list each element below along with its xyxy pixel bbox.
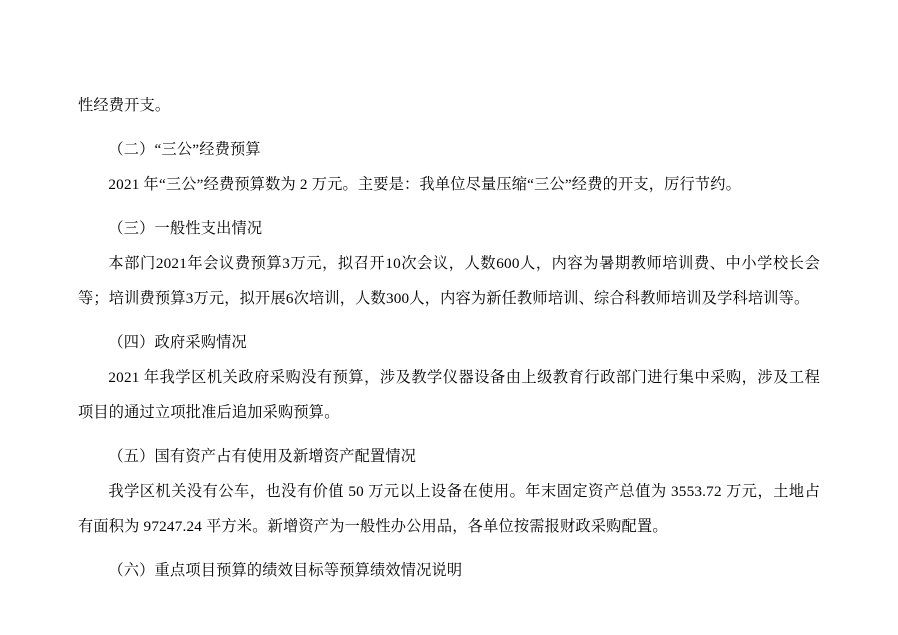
- paragraph-section-5: 我学区机关没有公车，也没有价值 50 万元以上设备在使用。年末固定资产总值为 3553.72 万元，土地占有面积为 97247.24 平方米。新增资产为一般性办公用品，各单位按需报财政采购配置。: [78, 483, 820, 535]
- heading-section-5: （五）国有资产占有使用及新增资产配置情况: [108, 448, 417, 465]
- spacer: [78, 123, 820, 132]
- paragraph-section-4: 2021 年我学区机关政府采购没有预算，涉及教学仪器设备由上级教育行政部门进行集中采购，涉及工程项目的通过立项批准后追加采购预算。: [78, 369, 820, 421]
- heading-section-6: （六）重点项目预算的绩效目标等预算绩效情况说明: [108, 562, 463, 579]
- paragraph-section-2: 2021 年“三公”经费预算数为 2 万元。主要是：我单位尽量压缩“三公”经费的开支，厉行节约。: [108, 176, 742, 193]
- spacer: [78, 202, 820, 211]
- paragraph-section-3: 本部门2021年会议费预算3万元，拟召开10次会议，人数600人，内容为暑期教师培训费、中小学校长会等；培训费预算3万元，拟开展6次培训，人数300人，内容为新任教师培训、综合科教师培训及学科培训等。: [78, 255, 820, 307]
- heading-section-4: （四）政府采购情况: [108, 334, 247, 351]
- heading-section-3: （三）一般性支出情况: [108, 220, 263, 237]
- paragraph-continued-line: 性经费开支。: [78, 97, 171, 114]
- spacer: [78, 430, 820, 439]
- document-body: [78, 88, 820, 588]
- spacer: [78, 544, 820, 553]
- heading-section-2: （二）“三公”经费预算: [108, 141, 261, 158]
- spacer: [78, 316, 820, 325]
